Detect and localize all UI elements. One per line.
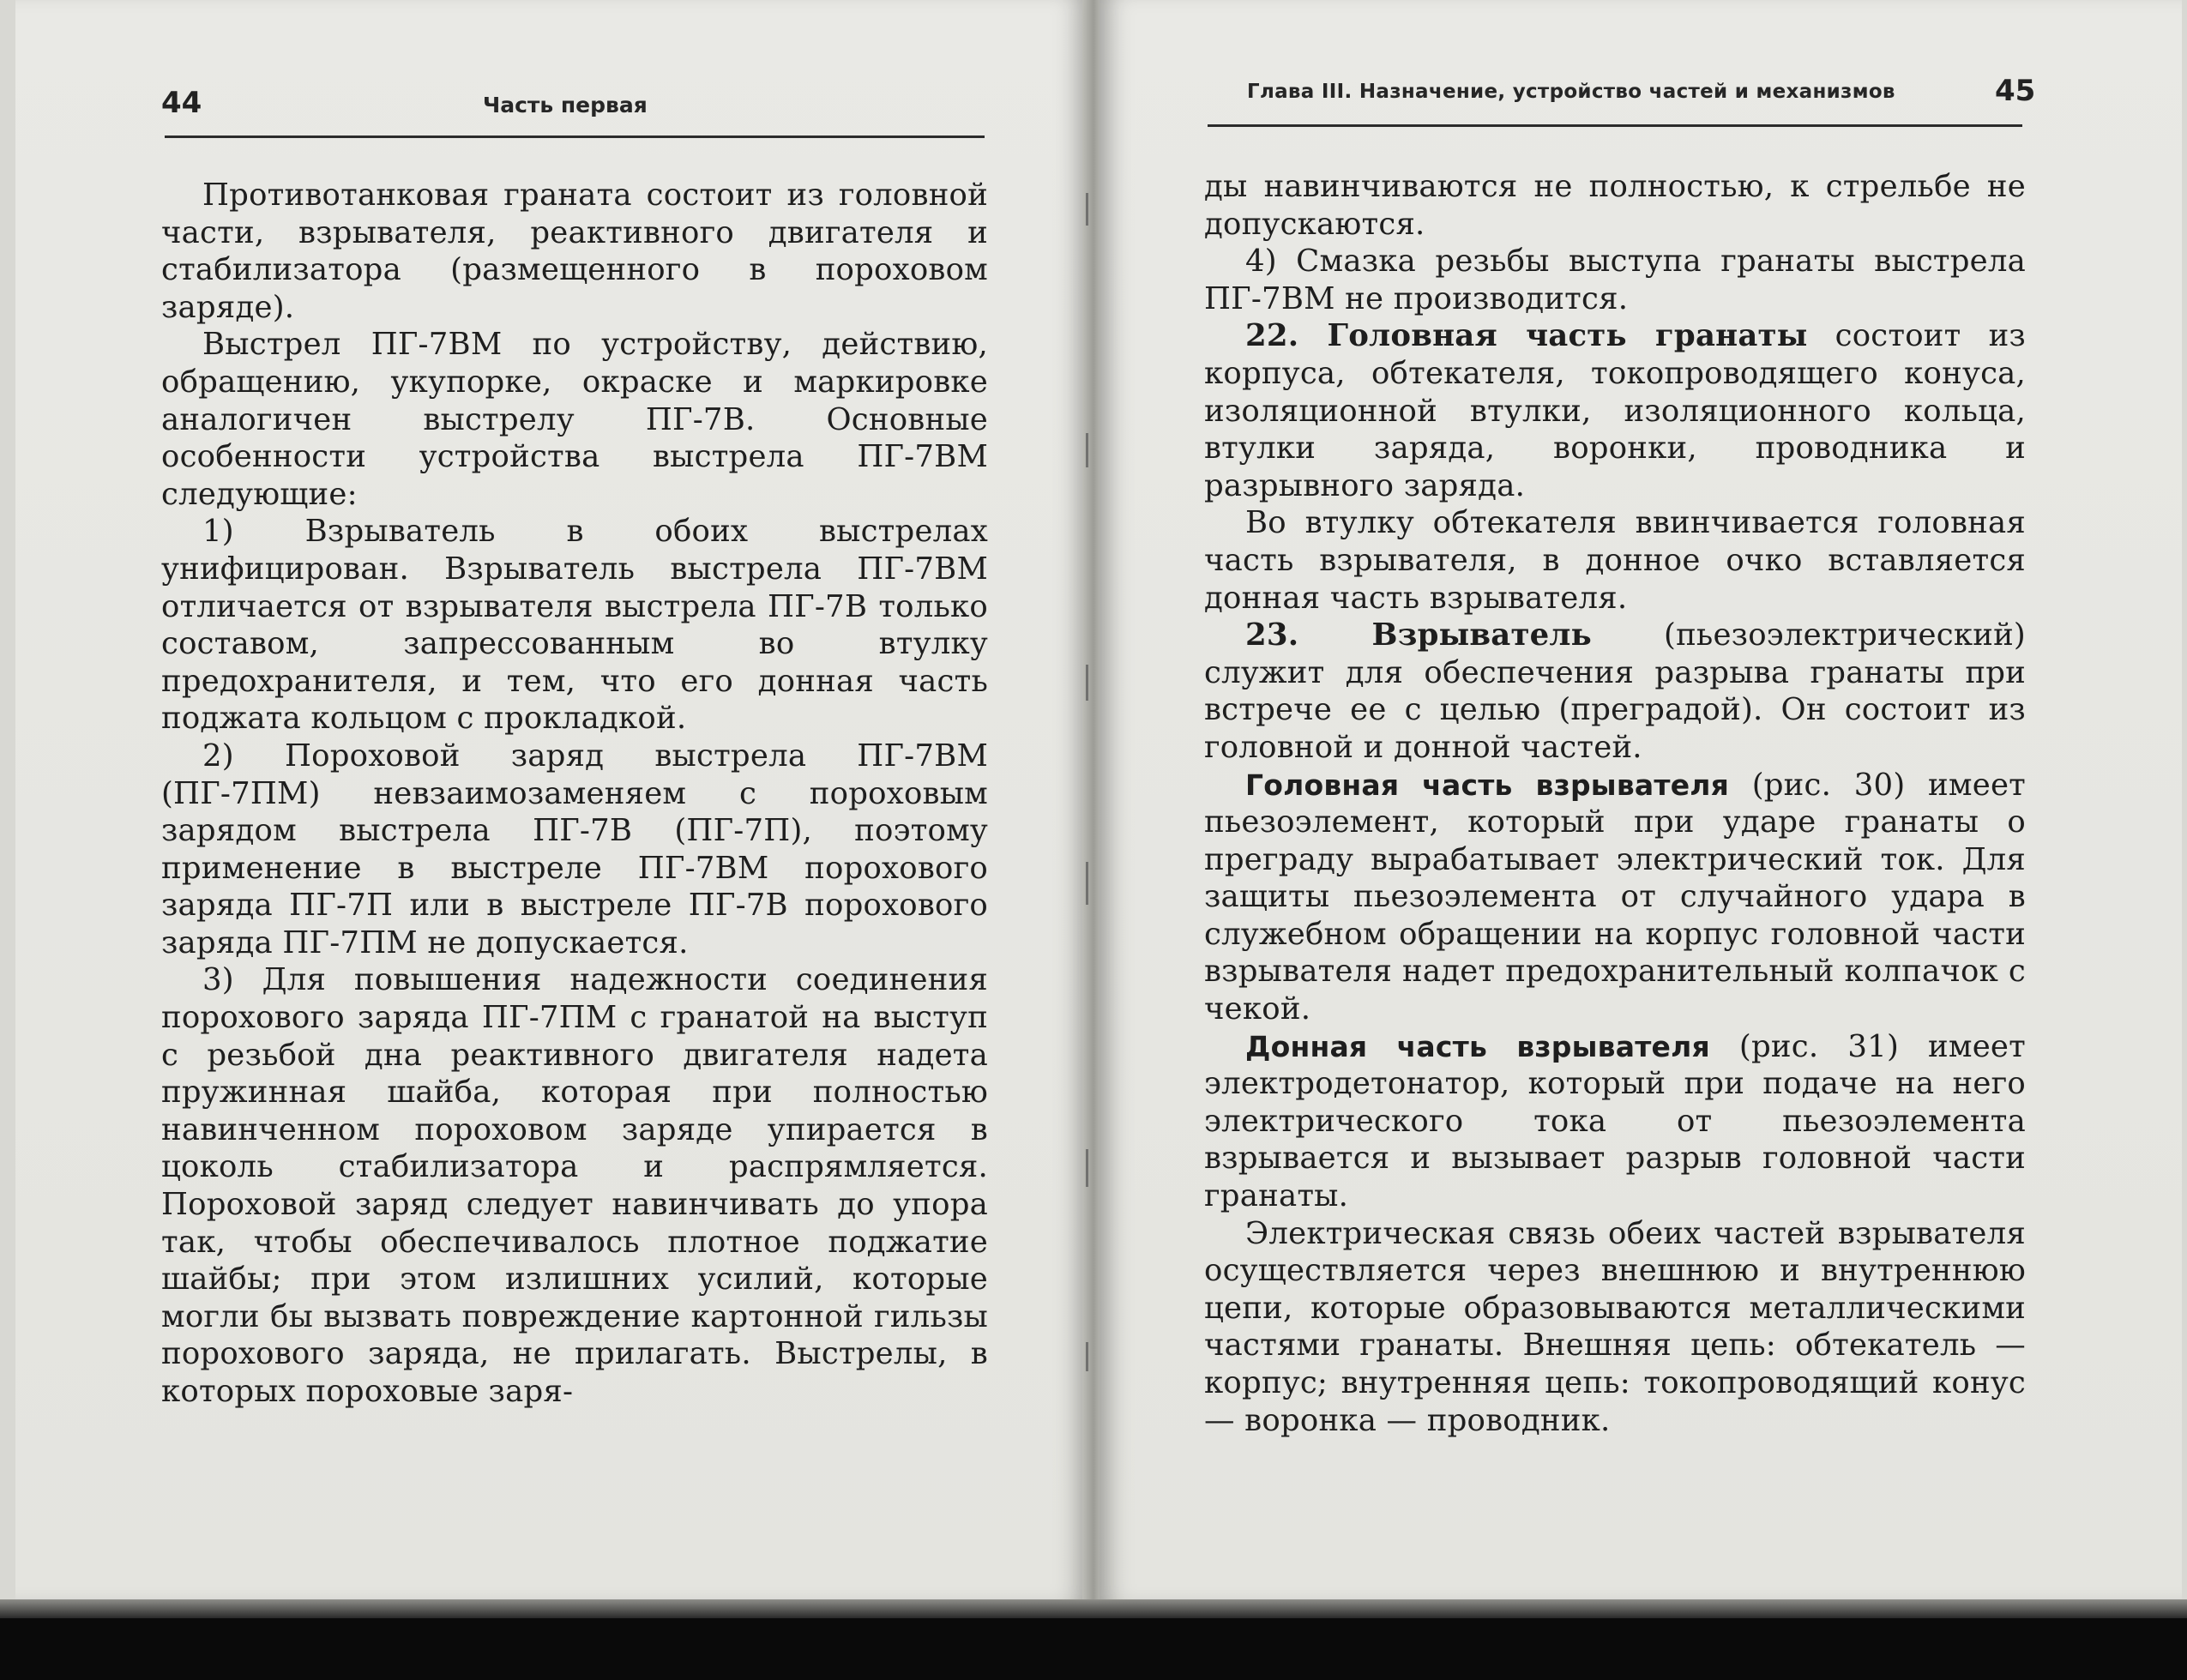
- right-header-rule: [1208, 124, 2022, 127]
- section-23-heading: 23. Взрыватель: [1245, 617, 1592, 653]
- left-running-head: Часть первая: [483, 93, 648, 117]
- binding-mark: [1086, 1149, 1088, 1187]
- right-text-column: [1204, 168, 2026, 1439]
- binding-mark: [1086, 862, 1088, 905]
- right-paragraph-4: Во втулку обтекателя ввинчивается головная часть взрывателя, в донное очко вставляется донная часть взрывателя.: [1204, 505, 2026, 616]
- section-22-heading: 22. Головная часть гранаты: [1245, 318, 1808, 354]
- right-page: [1100, 0, 2182, 1599]
- binding-mark: [1086, 433, 1088, 467]
- right-paragraph-2: 4) Смазка резьбы выступа гранаты выстрела ПГ-7ВМ не производится.: [1204, 244, 2026, 316]
- right-paragraph-7: Донная часть взрывателя (рис. 31) имеет электродетонатор, который при подаче на него электрического тока от пьезоэлемента взрывается и вызывает разрыв головной части гранаты.: [1204, 1028, 2026, 1214]
- scanner-bottom-edge: [0, 1599, 2187, 1680]
- left-page-number: 44: [161, 86, 202, 120]
- left-paragraph-3: 1) Взрыватель в обоих выстрелах унифицирован. Взрыватель выстрела ПГ-7ВМ отличается от взрывателя выстрела ПГ-7В только составом, запрессованным во втулку предохранителя, и тем, что его донная часть поджата кольцом с прокладкой.: [161, 514, 988, 737]
- right-paragraph-5: 23. Взрыватель (пьезоэлектрический) служит для обеспечения разрыва гранаты при встрече ее с целью (преградой). Он состоит из головной и донной частей.: [1204, 617, 2026, 765]
- left-paragraph-5: 3) Для повышения надежности соединения порохового заряда ПГ-7ПМ с гранатой на выступ с резьбой дна реактивного двигателя надета пружинная шайба, которая при полностью навинченном пороховом заряде упирается в цоколь стабилизатора и распрямляется. Пороховой заряд следует навинчивать до упора так, чтобы обеспечивалось плотное поджатие шайбы; при этом излишних усилий, которые могли бы вызвать повреждение картонной гильзы порохового заряда, не прилагать. Выстрелы, в которых пороховые заря-: [161, 962, 988, 1409]
- right-page-number: 45: [1995, 74, 2036, 108]
- binding-mark: [1086, 665, 1088, 701]
- right-paragraph-6: Головная часть взрывателя (рис. 30) имеет пьезоэлемент, который при ударе гранаты о преграду вырабатывает электрический ток. Для защиты пьезоэлемента от случайного удара в служебном обращении на корпус головной части взрывателя надет предохранительный колпачок с чекой.: [1204, 767, 2026, 1027]
- right-running-head: Глава III. Назначение, устройство частей и механизмов: [1247, 81, 1895, 103]
- left-paragraph-2: Выстрел ПГ-7ВМ по устройству, действию, обращению, укупорке, окраске и маркировке аналогичен выстрелу ПГ-7В. Основные особенности устройства выстрела ПГ-7ВМ следующие:: [161, 327, 988, 512]
- left-header-rule: [165, 135, 985, 138]
- left-text-column: [161, 177, 988, 1411]
- base-fuze-heading: Донная часть взрывателя: [1245, 1029, 1710, 1063]
- left-paragraph-1: Противотанковая граната состоит из головной части, взрывателя, реактивного двигателя и стабилизатора (размещенного в пороховом заряде).: [161, 178, 988, 325]
- left-paragraph-4: 2) Пороховой заряд выстрела ПГ-7ВМ (ПГ-7ПМ) невзаимозаменяем с пороховым зарядом выстрела ПГ-7В (ПГ-7П), поэтому применение в выстреле ПГ-7ВМ порохового заряда ПГ-7П или в выстреле ПГ-7В порохового заряда ПГ-7ПМ не допускается.: [161, 738, 988, 960]
- right-paragraph-8: Электрическая связь обеих частей взрывателя осуществляется через внешнюю и внутреннюю цепи, которые образовываются металлическими частями гранаты. Внешняя цепь: обтекатель — корпус; внутренняя цепь: токопроводящий конус — воронка — проводник.: [1204, 1215, 2026, 1438]
- right-paragraph-1: ды навинчиваются не полностью, к стрельбе не допускаются.: [1204, 169, 2026, 242]
- binding-mark: [1086, 1342, 1088, 1371]
- binding-mark: [1086, 193, 1088, 226]
- left-page: [15, 0, 1087, 1599]
- head-fuze-heading: Головная часть взрывателя: [1245, 768, 1730, 802]
- right-paragraph-3: 22. Головная часть гранаты состоит из корпуса, обтекателя, токопроводящего конуса, изоляционной втулки, изоляционного кольца, втулки заряда, воронки, проводника и разрывного заряда.: [1204, 318, 2026, 503]
